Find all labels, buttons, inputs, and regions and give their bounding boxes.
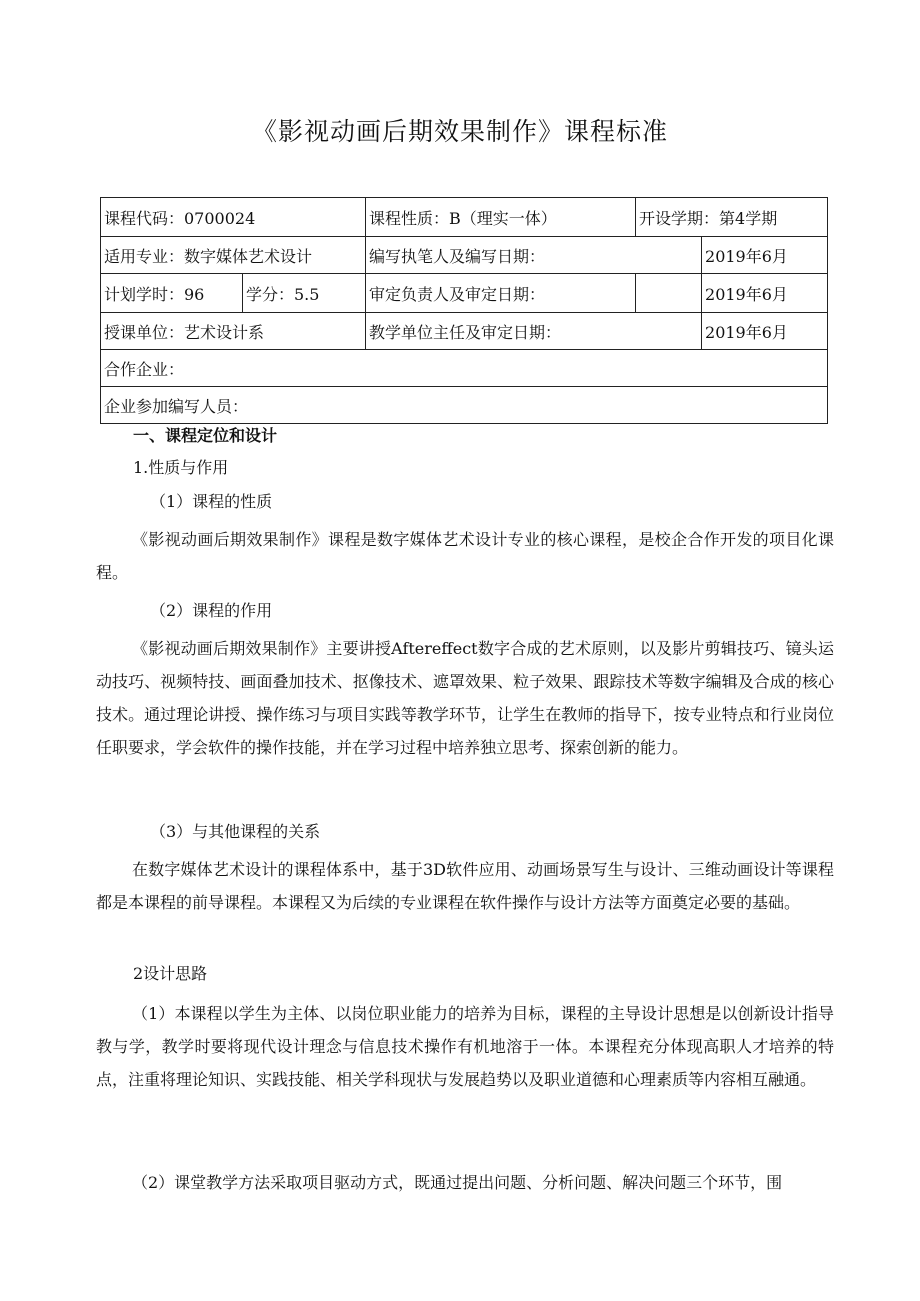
paragraph-course-relations: 在数字媒体艺术设计的课程体系中，基于3D软件应用、动画场景写生与设计、三维动画设计等课程都是本课程的前导课程。本课程又为后续的专业课程在软件操作与设计方法等方面奠定必要的基础。 (96, 860, 834, 912)
hours-cell: 计划学时：96 (101, 274, 243, 313)
empty-cell (636, 274, 702, 313)
section-heading-1: 一、课程定位和设计 (133, 426, 278, 445)
unit-head-date-label: 教学单位主任及审定日期： (366, 313, 702, 350)
teaching-unit-cell: 授课单位：艺术设计系 (101, 313, 366, 350)
reviewer-date-label: 审定负责人及审定日期： (366, 274, 636, 313)
writer-date-value: 2019年6月 (702, 237, 828, 274)
company-writers-cell: 企业参加编写人员： (101, 387, 828, 424)
course-info-table (100, 197, 828, 424)
item-course-nature: （1）课程的性质 (150, 492, 273, 511)
paragraph-design-2: （2）课堂教学方法采取项目驱动方式，既通过提出问题、分析问题、解决问题三个环节，围 (132, 1173, 783, 1192)
reviewer-date-value: 2019年6月 (702, 274, 828, 313)
course-code-cell: 课程代码：0700024 (101, 198, 366, 237)
item-course-relations: （3）与其他课程的关系 (150, 822, 321, 841)
subheading-design-idea: 2设计思路 (133, 964, 208, 983)
paragraph-design-1: （1）本课程以学生为主体、以岗位职业能力的培养为目标，课程的主导设计思想是以创新设计指导教与学，教学时要将现代设计理念与信息技术操作有机地溶于一体。本课程充分体现高职人才培养的特点，注重将理论知识、实践技能、相关学科现状与发展趋势以及职业道德和心理素质等内容相互融通。 (96, 1004, 834, 1089)
credits-cell: 学分：5.5 (243, 274, 366, 313)
partner-company-cell: 合作企业： (101, 350, 828, 387)
major-cell: 适用专业：数字媒体艺术设计 (101, 237, 366, 274)
item-course-role: （2）课程的作用 (150, 601, 273, 620)
course-nature-cell: 课程性质：B（理实一体） (366, 198, 636, 237)
subheading-nature-role: 1.性质与作用 (133, 458, 229, 477)
writer-date-label: 编写执笔人及编写日期： (366, 237, 702, 274)
document-title: 《影视动画后期效果制作》课程标准 (251, 117, 668, 146)
paragraph-course-role: 《影视动画后期效果制作》主要讲授Aftereffect数字合成的艺术原则，以及影片剪辑技巧、镜头运动技巧、视频特技、画面叠加技术、抠像技术、遮罩效果、粒子效果、跟踪技术等数字编辑及合成的核心技术。通过理论讲授、操作练习与项目实践等教学环节，让学生在教师的指导下，按专业特点和行业岗位任职要求，学会软件的操作技能，并在学习过程中培养独立思考、探索创新的能力。 (96, 639, 834, 757)
unit-head-date-value: 2019年6月 (702, 313, 828, 350)
paragraph-course-nature: 《影视动画后期效果制作》课程是数字媒体艺术设计专业的核心课程，是校企合作开发的项目化课程。 (96, 530, 834, 582)
semester-cell: 开设学期：第4学期 (636, 198, 828, 237)
